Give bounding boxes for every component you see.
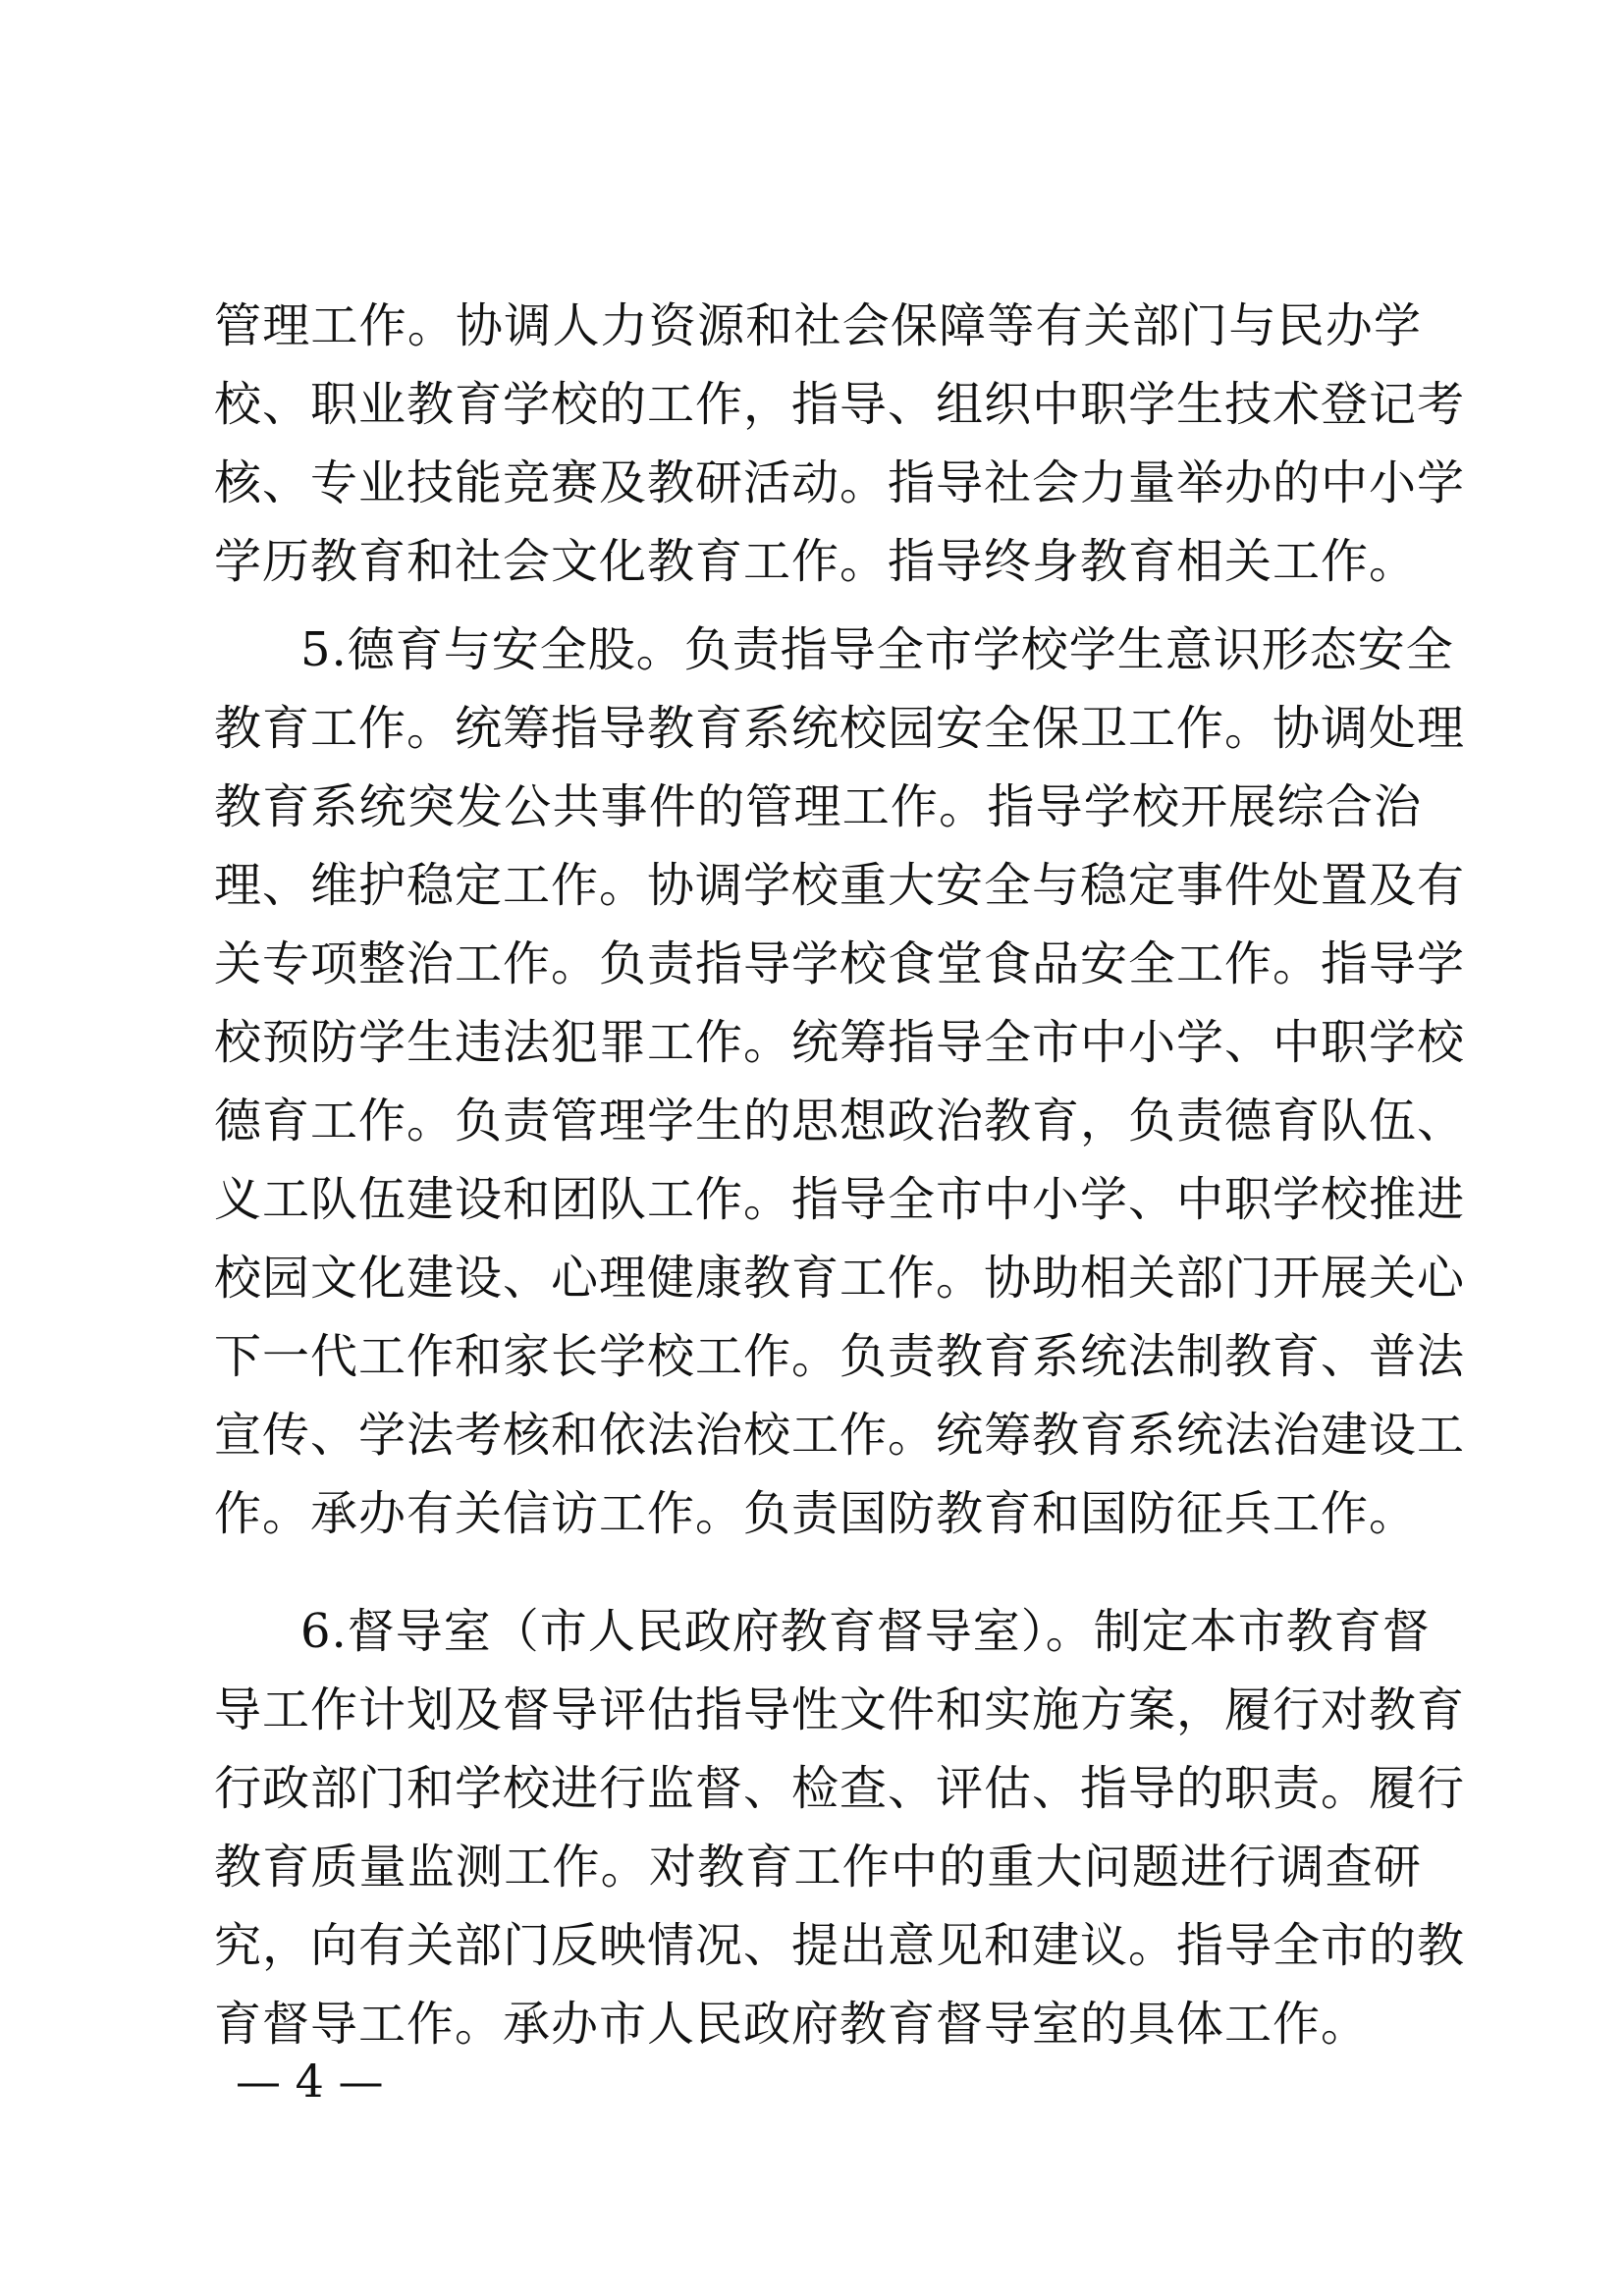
text-line: 核、专业技能竞赛及教研活动。指导社会力量举办的中小学 [214, 455, 1466, 510]
text-line: 教育质量监测工作。对教育工作中的重大问题进行调查研 [214, 1840, 1422, 1895]
text-line: 究，向有关部门反映情况、提出意见和建议。指导全市的教 [214, 1918, 1466, 1973]
paragraph-heading-line: 6.督导室（市人民政府教育督导室）。制定本市教育督 [300, 1604, 1431, 1659]
text-line: 教育系统突发公共事件的管理工作。指导学校开展综合治 [214, 779, 1422, 834]
text-line: 校、职业教育学校的工作，指导、组织中职学生技术登记考 [214, 377, 1466, 432]
text-line: 宣传、学法考核和依法治校工作。统筹教育系统法治建设工 [214, 1408, 1466, 1463]
text-line: 校预防学生违法犯罪工作。统筹指导全市中小学、中职学校 [214, 1015, 1466, 1070]
text-line: 管理工作。协调人力资源和社会保障等有关部门与民办学 [214, 298, 1422, 353]
text-line: 德育工作。负责管理学生的思想政治教育，负责德育队伍、 [214, 1094, 1466, 1148]
text-line: 校园文化建设、心理健康教育工作。协助相关部门开展关心 [214, 1251, 1466, 1306]
text-line: 行政部门和学校进行监督、检查、评估、指导的职责。履行 [214, 1761, 1466, 1816]
text-line: 理、维护稳定工作。协调学校重大安全与稳定事件处置及有 [214, 858, 1466, 913]
text-line: 育督导工作。承办市人民政府教育督导室的具体工作。 [214, 1997, 1370, 2052]
text-line: 作。承办有关信访工作。负责国防教育和国防征兵工作。 [214, 1486, 1418, 1541]
text-line: 关专项整治工作。负责指导学校食堂食品安全工作。指导学 [214, 936, 1466, 991]
text-line: 义工队伍建设和团队工作。指导全市中小学、中职学校推进 [214, 1172, 1466, 1227]
text-line: 教育工作。统筹指导教育系统校园安全保卫工作。协调处理 [214, 701, 1466, 756]
paragraph-heading-line: 5.德育与安全股。负责指导全市学校学生意识形态安全 [300, 622, 1454, 677]
text-line: 导工作计划及督导评估指导性文件和实施方案，履行对教育 [214, 1682, 1466, 1737]
text-line: 学历教育和社会文化教育工作。指导终身教育相关工作。 [214, 534, 1418, 589]
page-number: — 4 — [236, 2055, 384, 2108]
text-line: 下一代工作和家长学校工作。负责教育系统法制教育、普法 [214, 1329, 1466, 1384]
